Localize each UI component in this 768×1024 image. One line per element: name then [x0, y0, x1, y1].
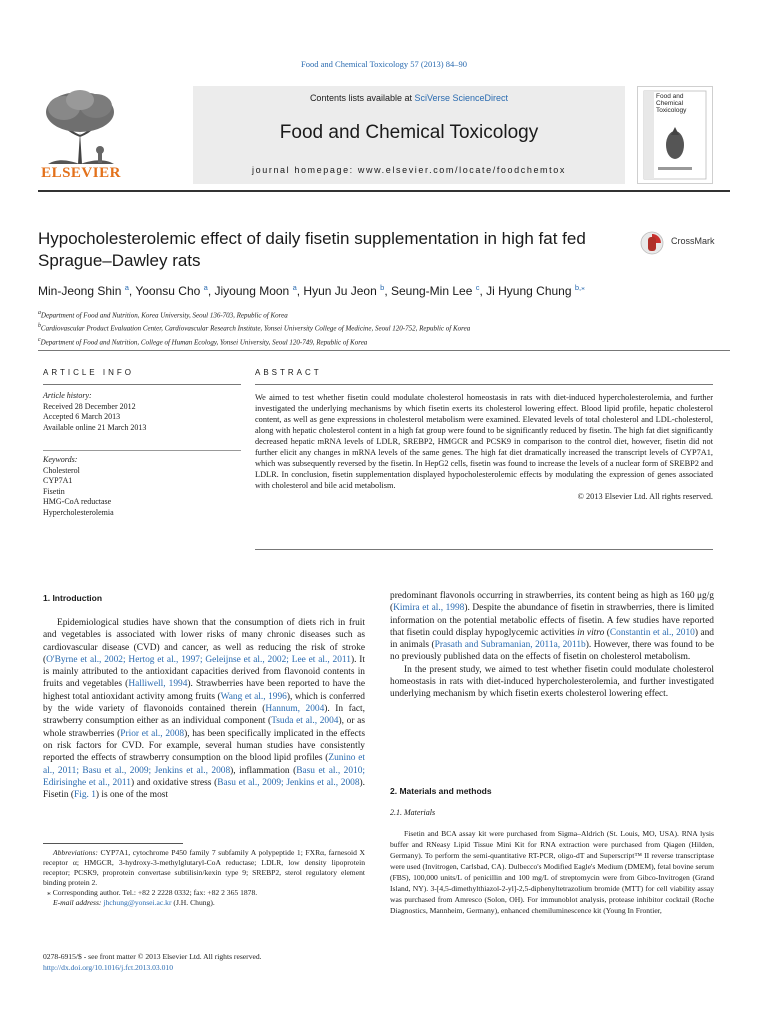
citation-link[interactable]: O'Byrne et al., 2002; Hertog et al., 1997; Geleijnse et al., 2002; Lee et al., 2011: [46, 654, 351, 665]
keyword: HMG-CoA reductase: [43, 497, 112, 506]
received-date: Received 28 December 2012: [43, 401, 136, 411]
intro-text: ). However, there was found to be no previously published data on the effects of fisetin on cholesterol metabolism.: [390, 640, 714, 663]
author-affiliation-marker[interactable]: a: [292, 283, 297, 292]
author-name: Hyun Ju Jeon: [303, 284, 377, 298]
abstract-text: We aimed to test whether fisetin could modulate cholesterol homeostasis in rats with diet-induced hypercholesterolemia, and further investigated the underlying mechanisms by which fisetin exerts its cholesterol lowering effect. Blood lipid profile, hepatic cholesterol content, as well as gene expressions in cholesterol metabolism were examined. Elevated levels of total cholesterol and LDL-cholesterol, along with hepatic cholesterol content in a high fat group were found to be significantly reduced by fisetin. The high fat diet significantly decreased hepatic mRNA levels of LDLR, SREBP2, HMGCR and PCSK9 in comparison to the control diet, however, fisetin did not further elicit any changes in mRNA levels of the same genes. The high fat diet dramatically increased the transcript levels of CYP7A1, which was subsequently reversed by the fisetin. In HepG2 cells, fisetin was found to increase the levels of a nuclear form of SREBP2 and LDLR. In conclusion, fisetin supplementation displayed hypocholesterolemic effects by modulating the expression of genes associated with cholesterol and bile acid metabolism.: [255, 393, 713, 490]
intro-text: Epidemiological studies have shown that the consumption of diets rich in fruit and vegetables is associated with lower risks of many chronic diseases such as cardiovascular disease (CVD) and cancer, as well as reducing the risk of stroke (: [43, 618, 365, 665]
citation-link[interactable]: Prasath and Subramanian, 2011a, 2011b: [434, 640, 586, 651]
keyword: CYP7A1: [43, 476, 73, 485]
materials-subheading: 2.1. Materials: [390, 808, 436, 817]
corresponding-author-note: ⁎ Corresponding author. Tel.: +82 2 2228 0332; fax: +82 2 365 1878.: [47, 888, 258, 897]
abstract-copyright: © 2013 Elsevier Ltd. All rights reserved.: [577, 492, 713, 501]
abstract-block: [255, 392, 713, 502]
article-info-heading: ARTICLE INFO: [43, 368, 134, 377]
intro-text: ), or as whole strawberries (: [43, 716, 365, 739]
figure-link[interactable]: Fig. 1: [74, 790, 96, 801]
citation-link[interactable]: Tsuda et al., 2004: [271, 716, 339, 727]
cover-title: Food and Chemical Toxicology: [656, 93, 687, 114]
intro-text: ). In fact, strawberry consumption either as an individual component (: [43, 704, 366, 727]
author-affiliation-marker[interactable]: a: [203, 283, 208, 292]
journal-homepage[interactable]: journal homepage: www.elsevier.com/locate/foodchemtox: [252, 165, 566, 175]
citation-link[interactable]: Hannum, 2004: [265, 704, 325, 715]
keywords-block: [43, 455, 241, 518]
materials-text: Fisetin and BCA assay kit were purchased from Sigma–Aldrich (St. Louis, MO, USA). RNA lysis buffer and RNeasy Lipid Tissue Mini Kit for RNA extraction were purchased from Qiagen (Hilden, Germany). To perform the semi-quantitative RT-PCR, oligo-dT and Superscript™ II reverse transcriptase were used (Invitrogen, Carlsbad, CA). Dulbecco's Modified Eagle's Medium (DMEM), fetal bovine serum (FBS), 100,000 units/L of penicillin and 100 mg/L of streptomycin were from Gibco-Invitrogen (Grand Island, NY). 3-[4,5-dimethylthiazol-2-yl]-2,5-diphenyltetrazolium bromide (MTT) for cell viability assay was purchased from Amresco (Solon, OH). For immunoblot analysis, protease inhibitor cocktail (Roche Diagnostics, Mannheim, Germany), enhanced chemiluminescence kit (Young In Frontier,: [390, 829, 714, 915]
affiliation-marker: a: [38, 310, 41, 316]
email-suffix: (J.H. Chung).: [171, 898, 215, 907]
affiliation-line: [38, 308, 728, 321]
citation-link[interactable]: Constantin et al., 2010: [609, 627, 695, 638]
intro-text: (: [604, 627, 610, 638]
contents-line: [193, 93, 625, 103]
materials-paragraph: [390, 828, 714, 916]
intro-text: ). Fisetin (: [43, 777, 366, 801]
crossmark-label: CrossMark: [671, 236, 715, 246]
publisher-name: ELSEVIER: [41, 165, 121, 181]
journal-cover-thumbnail: [637, 86, 713, 184]
keyword: Cholesterol: [43, 465, 80, 475]
keywords-rule: [43, 450, 241, 451]
intro-continuation: [390, 590, 714, 701]
intro-heading: 1. Introduction: [43, 593, 103, 603]
intro-paragraph-2: In the present study, we aimed to test whether fisetin could modulate cholesterol homeostasis in rats with diet-induced hypercholesterolemia, and further investigated underlying mechanism by which fisetin exerts cholesterol lowering effect.: [390, 664, 714, 700]
methods-heading: 2. Materials and methods: [390, 786, 492, 796]
keywords-label: Keywords:: [43, 455, 78, 464]
affiliation-text: Cardiovascular Product Evaluation Center, Cardiovascular Research Institute, Yonsei University College of Medicine, Seoul 120-752, Republic of Korea: [40, 324, 471, 333]
email-label: E-mail address:: [53, 898, 102, 907]
author-name: Ji Hyung Chung: [486, 284, 572, 298]
article-info-rule: [43, 384, 241, 385]
intro-text: ) and in animals (: [390, 627, 714, 651]
doi-link[interactable]: http://dx.doi.org/10.1016/j.fct.2013.03.010: [43, 962, 174, 972]
citation-link[interactable]: Prior et al., 2008: [120, 728, 185, 739]
affiliation-marker: b: [38, 323, 41, 330]
abstract-rule: [255, 384, 713, 385]
intro-text: ). Strawberries have been reported to have the highest total antioxidant activity among fruits (: [43, 679, 365, 702]
header-rule: [38, 190, 730, 192]
history-label: Article history:: [43, 391, 92, 400]
intro-text: ), inflammation (: [230, 765, 297, 776]
abbreviations-label: Abbreviations:: [53, 848, 98, 857]
email-link[interactable]: jhchung@yonsei.ac.kr: [103, 898, 172, 907]
author-affiliation-marker[interactable]: b,⁎: [574, 283, 585, 292]
citation-link[interactable]: Zunino et al., 2011; Basu et al., 2009; Jenkins et al., 2008: [43, 753, 365, 776]
intro-text: ) is one of the most: [95, 790, 169, 801]
intro-paragraph-1: [43, 617, 365, 801]
keyword: Fisetin: [43, 486, 65, 496]
affiliation-marker: c: [38, 336, 41, 343]
journal-title: Food and Chemical Toxicology: [279, 122, 539, 143]
intro-text: ), which is conferred by the wide variety of flavonoids contained therein (: [43, 691, 365, 715]
author-list: Min-Jeong Shin $^a$, Yoonsu Cho $^a$, Jiyoung Moon $^a$, Hyun Ju Jeon $^b$, Seung-Min Lee $^c$, Ji Hyung Chung $^{b,⁎}$: [38, 283, 585, 298]
abbreviations-note: [43, 848, 365, 888]
author-affiliation-marker[interactable]: b: [380, 283, 385, 292]
contents-prefix: Contents lists available at: [309, 93, 415, 103]
citation-link[interactable]: Halliwell, 1994: [128, 679, 188, 690]
affiliation-text: Department of Food and Nutrition, Korea University, Seoul 136-703, Republic of Korea: [40, 311, 288, 320]
keyword: Hypercholesterolemia: [43, 507, 114, 517]
accepted-date: Accepted 6 March 2013: [43, 412, 121, 421]
journal-citation[interactable]: Food and Chemical Toxicology 57 (2013) 84–90: [301, 59, 467, 69]
affiliation-text: Department of Food and Nutrition, College of Human Ecology, Yonsei University, Seoul 120-749, Republic of Korea: [40, 337, 368, 346]
section-rule: [38, 350, 730, 351]
citation-link[interactable]: Basu et al., 2009; Jenkins et al., 2008: [217, 777, 360, 788]
citation-link[interactable]: Kimira et al., 1998: [393, 603, 465, 614]
email-note: [43, 898, 365, 908]
crossmark-badge[interactable]: [640, 231, 735, 253]
intro-italic-text: in vitro: [577, 627, 605, 638]
intro-text: predominant flavonols occurring in strawberries, its content being as high as 160 μg/g (: [390, 591, 714, 614]
intro-text: ). It is mainly attributed to the antioxidant capacities derived from flavonoid contents in fruits and vegetables (: [43, 654, 365, 690]
author-name: Yoonsu Cho: [135, 284, 201, 298]
affiliation-line: [38, 335, 728, 348]
issn-line: 0278-6915/$ - see front matter © 2013 Elsevier Ltd. All rights reserved.: [43, 952, 262, 961]
author-affiliation-marker[interactable]: c: [475, 283, 480, 292]
abstract-bottom-rule: [255, 549, 713, 550]
author-name: Min-Jeong Shin: [38, 284, 122, 298]
affiliations: [38, 308, 728, 348]
abstract-heading: ABSTRACT: [255, 368, 322, 377]
article-title: Hypocholesterolemic effect of daily fisetin supplementation in high fat fed Sprague–Dawley rats: [38, 229, 586, 270]
citation-link[interactable]: Wang et al., 1996: [220, 691, 287, 702]
bottom-publication-info: [43, 952, 365, 973]
online-date: Available online 21 March 2013: [43, 422, 147, 432]
sciencedirect-link[interactable]: SciVerse ScienceDirect: [414, 93, 509, 103]
affiliation-line: [38, 321, 728, 334]
footnotes: [43, 848, 365, 908]
author-affiliation-marker[interactable]: a: [124, 283, 129, 292]
intro-text: ) and oxidative stress (: [130, 777, 218, 788]
abbreviations-text: CYP7A1, cytochrome P450 family 7 subfamily A polypeptide 1; FXRα, farnesoid X receptor α; HMGCR, 3-hydroxy-3-methylglutaryl-CoA reductase; LDLR, low density lipoprotein receptor; PCSK9, proprotein convertase subtilisin/kexin type 9; SREBP2, sterol regulatory element binding protein 2.: [43, 848, 365, 887]
author-name: Seung-Min Lee: [390, 284, 473, 298]
intro-text: ), has been specifically implicated in the effects on risk factors for CVD. For example, several human studies have consistently reported the effects of strawberry consumption on the blood lipid profiles (: [43, 728, 365, 764]
citation-link[interactable]: Basu et al., 2010; Edirisinghe et al., 2011: [43, 765, 365, 788]
intro-text: ). Despite the abundance of fisetin in strawberries, there is limited information on the potential metabolic effects of fisetin. A few studies have reported that fisetin could display hypoglycemic activities: [390, 603, 714, 638]
article-history: [43, 391, 241, 433]
footnote-rule: [43, 843, 183, 844]
author-name: Jiyoung Moon: [214, 284, 290, 298]
